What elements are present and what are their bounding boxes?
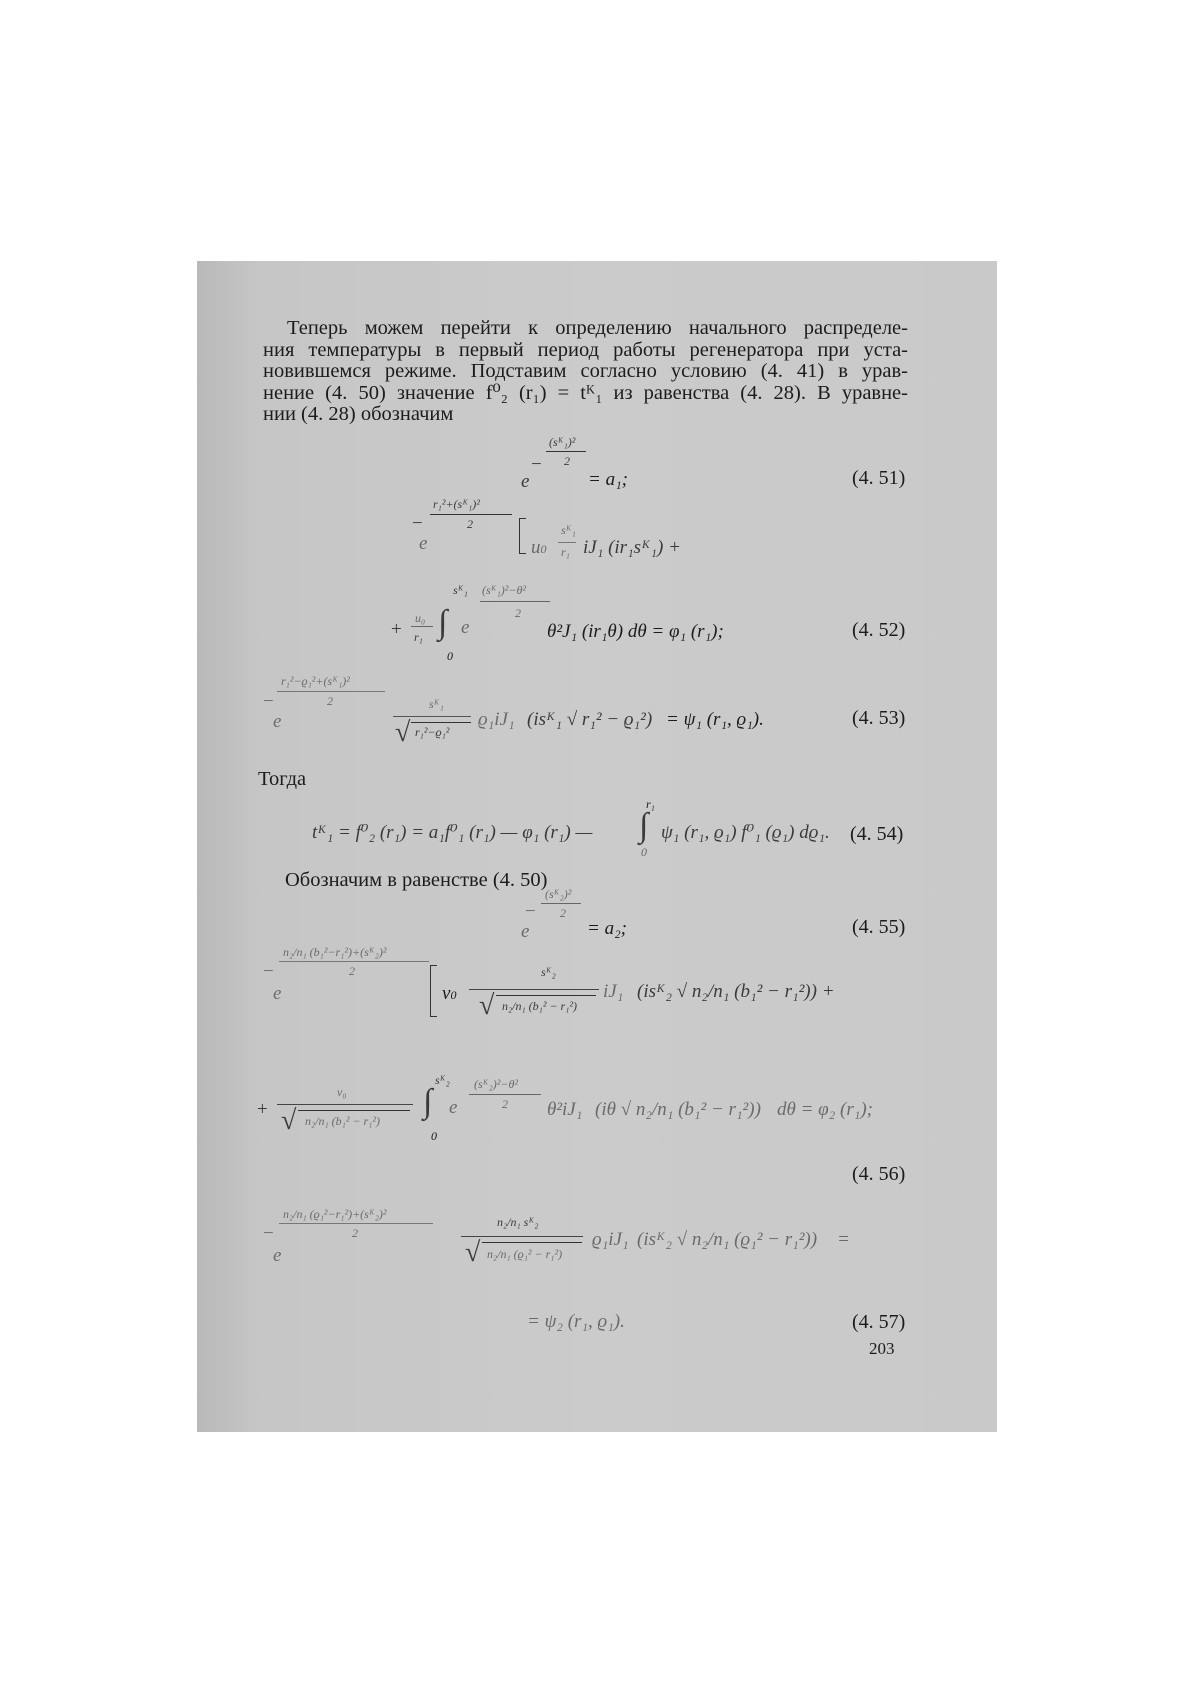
paragraph-line: ния температуры в первый период работы регенератора при уста- [263,338,908,361]
equation-number: (4. 53) [852,707,906,729]
equation-number: (4. 55) [852,916,906,938]
intro-paragraph [263,318,908,426]
page-number: 203 [869,1339,895,1358]
equation-number: (4. 56) [852,1163,906,1185]
sentence-oboznachim: Обозначим в равенстве (4. 50) [285,869,548,891]
equation-number: (4. 54) [850,823,904,845]
equation-number: (4. 52) [852,619,906,641]
word-togda: Тогда [258,768,307,790]
equation-number: (4. 51) [852,467,906,489]
paragraph-line: нии (4. 28) обозначим [263,403,454,426]
paragraph-line: нение (4. 50) значение f⁰₂ (r₁) = tᴷ₁ из равенства (4. 28). В уравне- [263,381,908,404]
paragraph-line: Теперь можем перейти к определению начального распределе- [287,317,908,339]
scanned-page: Теперь можем перейти к определению начального распределе- ния температуры в первый период работы регенератора при уста- новившемся режиме. Подставим согласно условию (4. 41) в урав- нение (4. 50) значение f⁰₂ (r₁) = tᴷ₁ из равенства (4. 28). В уравне- нии (4. 28) обозначим e − (sᴷ₁)² 2 = a₁; (4. 51) − r₁²+(sᴷ₁)² 2 e u0 sᴷ₁ r₁ iJ₁ (ir₁sᴷ₁) + sᴷ₁ (sᴷ₁)²−θ² 2 + u₀ r₁ ∫ e 0 θ²J₁ (ir₁θ) dθ = φ₁ (r₁); (4. 52) − r₁²−ϱ₁²+(sᴷ₁)² 2 e sᴷ₁ √ r₁²−ϱ₁² ϱ₁iJ₁ (isᴷ₁ √ r₁² − ϱ₁²) = ψ₁ (r₁, ϱ₁). (4. 53) Тогда tᴷ₁ = f⁰₂ (r₁) = a₁f⁰₁ (r₁) — φ₁ (r₁) — r₁ ∫ 0 ψ₁ (r₁, ϱ₁) f⁰₁ (ϱ₁) dϱ₁. (4. 54) Обозначим в равенстве (4. 50) − (sᴷ₂)² 2 e = a₂; (4. 55) − n₂/n₁ (b₁²−r₁²)+(sᴷ₂)² 2 e v0 sᴷ₂ √ n₂/n₁ (b₁² − r₁²) iJ₁ (isᴷ₂ √ n₂/n₁ (b₁² − r₁²)) + sᴷ₂ (sᴷ₂)²−θ² 2 + v₀ √ n₂/n₁ (b₁² − r₁²) ∫ e 0 θ²iJ₁ (iθ √ n₂/n₁ (b₁² − r₁²)) dθ = φ₂ (r₁); (4. 56) − n₂/n₁ (ϱ₁²−r₁²)+(sᴷ₂)² 2 e n₂/n₁ sᴷ₂ √ n₂/n₁ (ϱ₁² − r₁²) ϱ₁iJ₁ (isᴷ₂ √ n₂/n₁ (ϱ₁² − r₁²)) = = ψ₂ (r₁, ϱ₁). (4. 57) 203 [197,261,997,1432]
paragraph-line: новившемся режиме. Подставим согласно условию (4. 41) в урав- [263,360,908,383]
equation-number: (4. 57) [852,1311,906,1333]
